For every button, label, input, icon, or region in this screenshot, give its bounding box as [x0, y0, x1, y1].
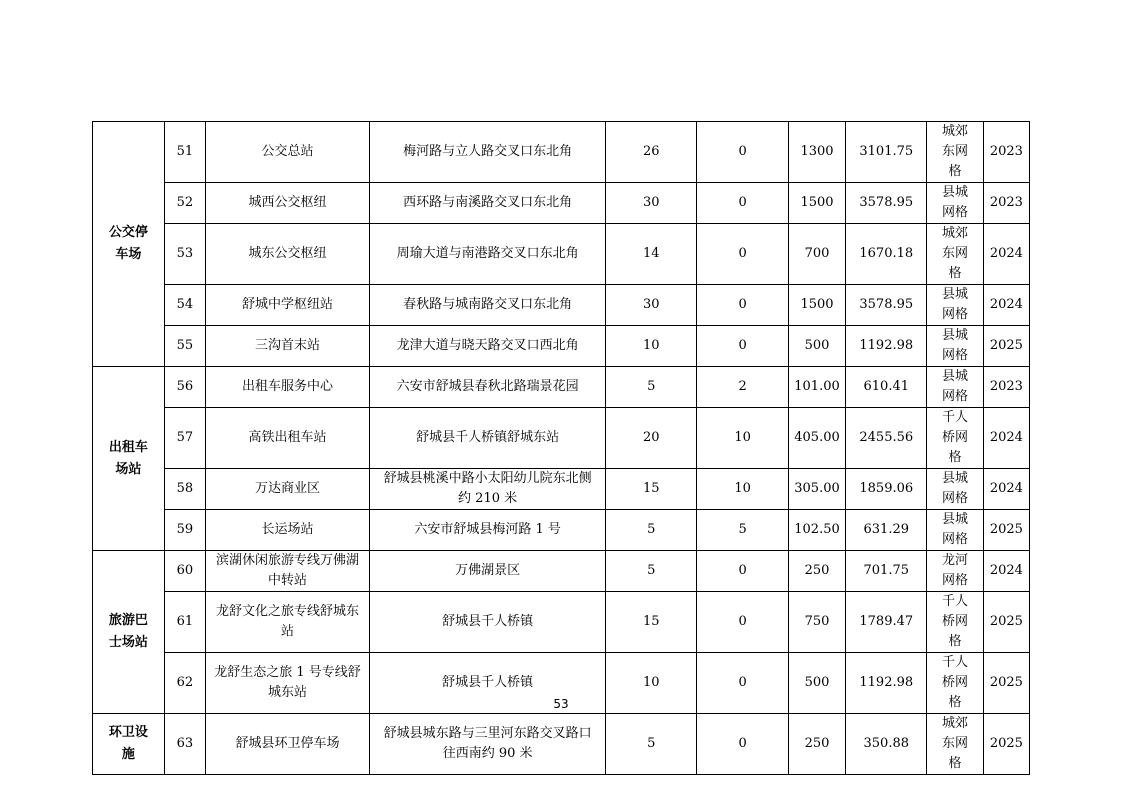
value-cell-1: 15: [606, 469, 697, 510]
facility-name: 万达商业区: [205, 469, 369, 510]
facility-name: 城东公交枢纽: [205, 224, 369, 285]
facility-name: 舒城中学枢纽站: [205, 285, 369, 326]
value-cell-1: 5: [606, 510, 697, 551]
table-row: [93, 510, 1030, 551]
value-cell-3: 250: [788, 714, 845, 775]
facility-location: 春秋路与城南路交叉口东北角: [370, 285, 606, 326]
row-number: 53: [164, 224, 205, 285]
grid-area: 千人桥网格: [927, 592, 983, 653]
grid-area: 城郊东网格: [927, 714, 983, 775]
row-number: 62: [164, 653, 205, 714]
facility-location: 舒城县千人桥镇: [370, 592, 606, 653]
facility-name: 高铁出租车站: [205, 408, 369, 469]
category-cell: 旅游巴士场站: [93, 551, 165, 714]
value-cell-2: 2: [697, 367, 788, 408]
value-cell-1: 5: [606, 367, 697, 408]
value-cell-2: 0: [697, 285, 788, 326]
grid-area: 县城网格: [927, 510, 983, 551]
year-cell: 2023: [983, 183, 1029, 224]
facility-name: 出租车服务中心: [205, 367, 369, 408]
category-cell: 环卫设施: [93, 714, 165, 775]
facility-name: 龙舒文化之旅专线舒城东站: [205, 592, 369, 653]
value-cell-4: 1192.98: [846, 653, 927, 714]
value-cell-3: 750: [788, 592, 845, 653]
value-cell-4: 1859.06: [846, 469, 927, 510]
table-body: [93, 122, 1030, 775]
table-row: [93, 714, 1030, 775]
value-cell-3: 1500: [788, 183, 845, 224]
grid-area: 千人桥网格: [927, 653, 983, 714]
value-cell-4: 610.41: [846, 367, 927, 408]
year-cell: 2024: [983, 551, 1029, 592]
facility-location: 万佛湖景区: [370, 551, 606, 592]
value-cell-4: 1789.47: [846, 592, 927, 653]
year-cell: 2023: [983, 122, 1029, 183]
value-cell-4: 3578.95: [846, 183, 927, 224]
facility-name: 公交总站: [205, 122, 369, 183]
value-cell-2: 0: [697, 183, 788, 224]
facility-name: 三沟首末站: [205, 326, 369, 367]
row-number: 60: [164, 551, 205, 592]
table-row: [93, 408, 1030, 469]
row-number: 63: [164, 714, 205, 775]
value-cell-3: 250: [788, 551, 845, 592]
value-cell-3: 1500: [788, 285, 845, 326]
table-row: [93, 183, 1030, 224]
value-cell-3: 500: [788, 326, 845, 367]
facility-table: [92, 121, 1030, 775]
facility-location: 龙津大道与晓天路交叉口西北角: [370, 326, 606, 367]
grid-area: 县城网格: [927, 326, 983, 367]
category-cell: 公交停车场: [93, 122, 165, 367]
table-row: [93, 367, 1030, 408]
value-cell-4: 1670.18: [846, 224, 927, 285]
value-cell-3: 1300: [788, 122, 845, 183]
value-cell-1: 5: [606, 551, 697, 592]
table-row: [93, 285, 1030, 326]
facility-location: 梅河路与立人路交叉口东北角: [370, 122, 606, 183]
value-cell-3: 700: [788, 224, 845, 285]
row-number: 51: [164, 122, 205, 183]
value-cell-1: 10: [606, 326, 697, 367]
grid-area: 县城网格: [927, 367, 983, 408]
year-cell: 2023: [983, 367, 1029, 408]
value-cell-1: 10: [606, 653, 697, 714]
value-cell-3: 101.00: [788, 367, 845, 408]
facility-location: 舒城县千人桥镇舒城东站: [370, 408, 606, 469]
table-row: [93, 551, 1030, 592]
grid-area: 县城网格: [927, 469, 983, 510]
row-number: 54: [164, 285, 205, 326]
grid-area: 县城网格: [927, 285, 983, 326]
table-row: [93, 122, 1030, 183]
grid-area: 千人桥网格: [927, 408, 983, 469]
value-cell-2: 0: [697, 714, 788, 775]
row-number: 52: [164, 183, 205, 224]
value-cell-1: 20: [606, 408, 697, 469]
table-row: [93, 326, 1030, 367]
grid-area: 城郊东网格: [927, 224, 983, 285]
row-number: 58: [164, 469, 205, 510]
year-cell: 2025: [983, 653, 1029, 714]
value-cell-4: 631.29: [846, 510, 927, 551]
value-cell-2: 10: [697, 469, 788, 510]
category-cell: 出租车场站: [93, 367, 165, 551]
grid-area: 城郊东网格: [927, 122, 983, 183]
value-cell-2: 0: [697, 122, 788, 183]
year-cell: 2025: [983, 326, 1029, 367]
value-cell-3: 500: [788, 653, 845, 714]
year-cell: 2024: [983, 469, 1029, 510]
row-number: 59: [164, 510, 205, 551]
value-cell-3: 305.00: [788, 469, 845, 510]
value-cell-2: 0: [697, 224, 788, 285]
year-cell: 2025: [983, 592, 1029, 653]
year-cell: 2025: [983, 510, 1029, 551]
facility-name: 长运场站: [205, 510, 369, 551]
value-cell-4: 1192.98: [846, 326, 927, 367]
table-row: [93, 224, 1030, 285]
row-number: 56: [164, 367, 205, 408]
value-cell-3: 405.00: [788, 408, 845, 469]
year-cell: 2024: [983, 285, 1029, 326]
value-cell-4: 2455.56: [846, 408, 927, 469]
year-cell: 2024: [983, 408, 1029, 469]
table-row: [93, 592, 1030, 653]
facility-name: 龙舒生态之旅 1 号专线舒城东站: [205, 653, 369, 714]
grid-area: 龙河网格: [927, 551, 983, 592]
row-number: 55: [164, 326, 205, 367]
value-cell-2: 0: [697, 653, 788, 714]
grid-area: 县城网格: [927, 183, 983, 224]
value-cell-1: 30: [606, 183, 697, 224]
row-number: 57: [164, 408, 205, 469]
value-cell-4: 350.88: [846, 714, 927, 775]
facility-location: 六安市舒城县春秋北路瑞景花园: [370, 367, 606, 408]
value-cell-1: 26: [606, 122, 697, 183]
year-cell: 2024: [983, 224, 1029, 285]
facility-name: 舒城县环卫停车场: [205, 714, 369, 775]
table-row: [93, 469, 1030, 510]
value-cell-1: 14: [606, 224, 697, 285]
value-cell-2: 0: [697, 551, 788, 592]
value-cell-1: 30: [606, 285, 697, 326]
value-cell-2: 0: [697, 326, 788, 367]
facility-location: 舒城县城东路与三里河东路交叉路口往西南约 90 米: [370, 714, 606, 775]
value-cell-4: 3578.95: [846, 285, 927, 326]
value-cell-2: 10: [697, 408, 788, 469]
facility-location: 西环路与南溪路交叉口东北角: [370, 183, 606, 224]
value-cell-1: 5: [606, 714, 697, 775]
page-number: 53: [553, 697, 569, 711]
facility-location: 舒城县桃溪中路小太阳幼儿院东北侧约 210 米: [370, 469, 606, 510]
year-cell: 2025: [983, 714, 1029, 775]
facility-location: 周瑜大道与南港路交叉口东北角: [370, 224, 606, 285]
facility-name: 滨湖休闲旅游专线万佛湖中转站: [205, 551, 369, 592]
facility-location: 舒城县千人桥镇: [370, 653, 606, 714]
value-cell-1: 15: [606, 592, 697, 653]
row-number: 61: [164, 592, 205, 653]
value-cell-2: 5: [697, 510, 788, 551]
value-cell-4: 3101.75: [846, 122, 927, 183]
value-cell-4: 701.75: [846, 551, 927, 592]
facility-name: 城西公交枢纽: [205, 183, 369, 224]
value-cell-3: 102.50: [788, 510, 845, 551]
value-cell-2: 0: [697, 592, 788, 653]
facility-location: 六安市舒城县梅河路 1 号: [370, 510, 606, 551]
